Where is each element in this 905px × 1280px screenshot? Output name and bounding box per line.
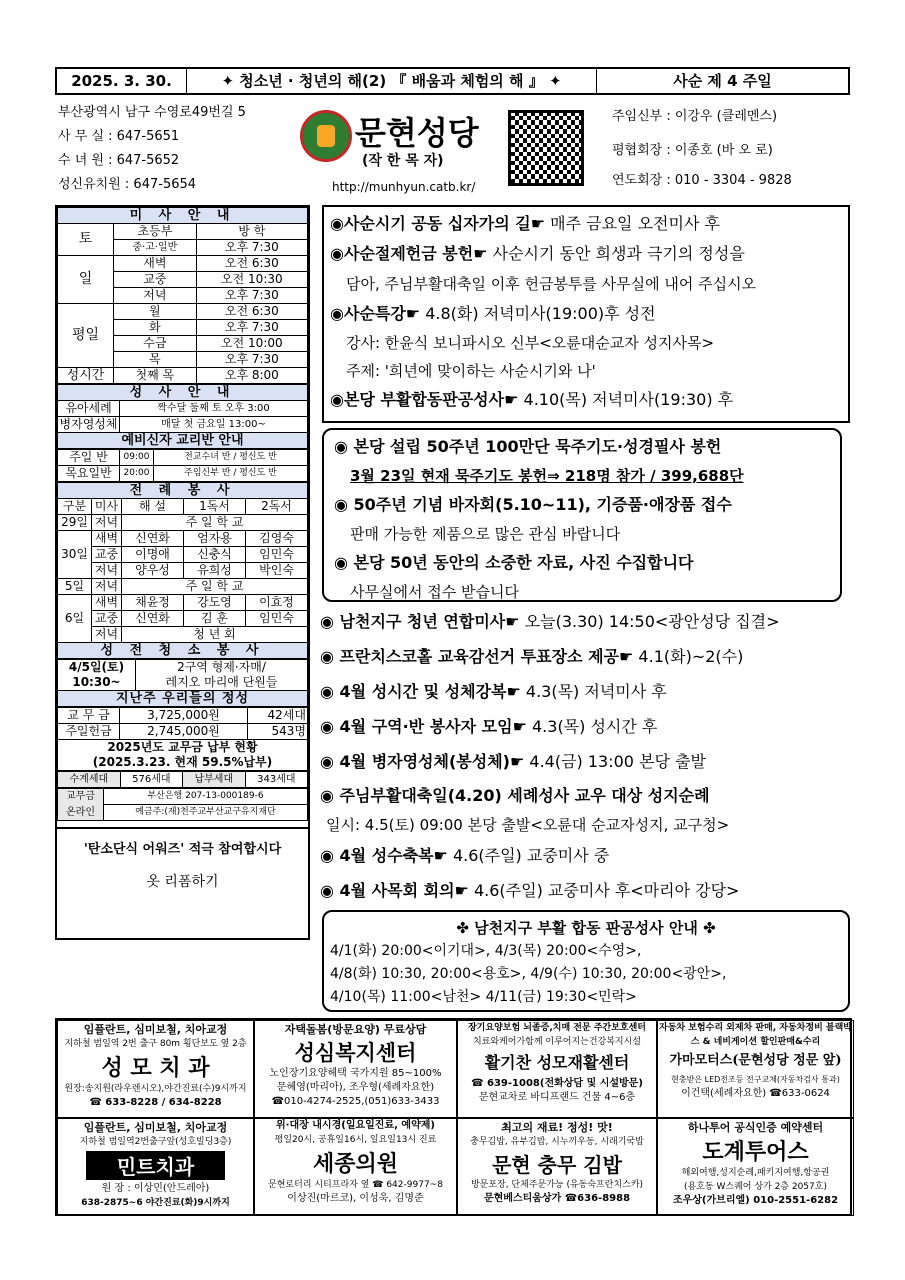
cell: 구분: [58, 499, 92, 515]
cell: (2025.3.23. 현재 59.5%납부): [58, 755, 308, 771]
cell: 신연화: [122, 611, 184, 627]
holy-hour-label: 성시간: [58, 368, 114, 384]
catechumen-table: [57, 449, 308, 482]
ad-line: 원장:송지원(라우렌시오),야간진료(수)9시까지: [64, 1084, 247, 1094]
notice-title: ◉ 4월 성시간 및 성체강복: [320, 682, 507, 701]
cell: 주 일 학 교: [122, 515, 308, 531]
cell: 양우성: [122, 563, 184, 579]
account-table: [57, 788, 308, 821]
cell: 오후 7:30: [196, 320, 307, 336]
cell: 중·고·일반: [114, 240, 197, 256]
notice-detail: ☛ 4.4(금) 13:00 본당 출발: [509, 752, 706, 771]
church-url[interactable]: http://munhyun.catb.kr/: [332, 180, 476, 194]
cell: 강도영: [184, 595, 246, 611]
cell: 전교수녀 반 / 평신도 반: [154, 450, 308, 466]
ad-line: 문현교차로 바디프랜드 건물 4~6층: [478, 1092, 636, 1103]
notice-title: ◉ 4월 성수축복: [320, 846, 434, 865]
notice-detail: 일시: 4.5(토) 09:00 본당 출발<오륜대 순교자성지, 교구청>: [326, 816, 730, 834]
cell: 온라인: [58, 805, 104, 821]
notice-title: ◉ 본당 50년 동안의 소중한 자료, 사진 수집합니다: [334, 553, 694, 572]
cell: 새벽: [92, 595, 122, 611]
ad-sungmo-rehab[interactable]: [457, 1020, 657, 1118]
cell: 초등부: [114, 224, 197, 240]
ad-line: 원 장 : 이상민(안드레아): [101, 1183, 210, 1194]
cell: 주임신부 반 / 평신도 반: [154, 466, 308, 482]
ad-phone: ☎ 633-8228 / 634-8228: [89, 1097, 222, 1108]
cell: 10:30~: [58, 675, 136, 691]
cell: 신연화: [122, 531, 184, 547]
office-phone: 사 무 실 : 647-5651: [58, 129, 180, 144]
ad-tagline: 임플란트, 심미보철, 치아교정: [83, 1023, 228, 1036]
top-bar: [55, 67, 850, 95]
confession-title: ✤ 남천지구 부활 합동 판공성사 안내 ✤: [456, 919, 716, 937]
cell: 저녁: [114, 288, 197, 304]
notice-detail: ☛ 4.6(주일) 교중미사 후<마리아 강당>: [454, 881, 740, 900]
cell: 09:00: [120, 450, 154, 466]
ad-tagline: 자동차 보험수리 외제차 판매, 자동차정비 블랙박스 & 네비게이션 할인판매&수리: [659, 1023, 852, 1047]
campaign-line1: '탄소단식 어워즈' 적극 참여합시다: [83, 842, 282, 857]
qr-code-icon[interactable]: [508, 110, 584, 186]
notice-item: [330, 299, 842, 329]
ads-grid: [55, 1018, 852, 1216]
cell: 목: [114, 352, 197, 368]
notice-title: ◉ 본당 설립 50주년 100만단 묵주기도·성경필사 봉헌: [334, 437, 722, 456]
cell: 레지오 마리애 단원들: [136, 675, 308, 691]
cell: 4/5일(토): [58, 660, 136, 676]
cell: 1독서: [184, 499, 246, 515]
ad-phone: 638-2875~6 야간진료(화)9시까지: [81, 1198, 230, 1208]
ad-phone: 문현로터리 시티프라자 옆 ☎ 642-9977~8: [268, 1180, 443, 1190]
notice-title: ◉ 주님부활대축일(4.20) 세례성사 교우 대상 성지순례: [320, 786, 710, 805]
cell: 오후 7:30: [196, 352, 307, 368]
notice-title: ◉ 4월 병자영성체(봉성체): [320, 752, 510, 771]
cell: 방 학: [196, 224, 307, 240]
cell: 엄자용: [184, 531, 246, 547]
cell: 부산은행 207-13-000189-6: [104, 789, 308, 805]
youth-president: 연도회장 : 010 - 3304 - 9828: [612, 173, 792, 188]
notice-title: ◉ 프란치스코홀 교육감선거 투표장소 제공: [320, 647, 619, 666]
cell: 화: [114, 320, 197, 336]
cell: 유아세례: [58, 401, 120, 417]
ad-line: 노인장기요양헤택 국가지원 85~100%: [269, 1068, 442, 1079]
household-table: [57, 771, 308, 788]
cell: 새벽: [92, 531, 122, 547]
liturgical-week: 사순 제 4 주일: [673, 72, 772, 90]
notice-item: [330, 239, 842, 269]
notice-title: ◉ 4월 구역·반 봉사자 모임: [320, 717, 513, 736]
cell: 42세대: [248, 708, 308, 724]
notice-item: [320, 838, 851, 873]
notice-title: ◉사순특강: [330, 304, 406, 323]
ad-name: 민트치과: [86, 1151, 225, 1180]
cell: 이효정: [246, 595, 308, 611]
notice-detail: 주제: '희년에 맞이하는 사순시기와 나': [346, 362, 596, 380]
cell: 교무금: [58, 789, 104, 805]
ad-name: 성심복지센터: [294, 1040, 417, 1065]
ad-chungmu-gimbap[interactable]: [457, 1118, 657, 1216]
cell: 병자영성체: [58, 417, 120, 433]
liturgy-table: [57, 482, 308, 659]
cell: 짝수달 둘째 토 오후 3:00: [120, 401, 308, 417]
notice-detail: ☛ 4.10(목) 저녁미사(19:30) 후: [504, 390, 734, 409]
cleaning-table: [57, 659, 308, 707]
weekday-label: 평일: [58, 304, 114, 368]
cell: 2025년도 교무금 납부 현황: [58, 740, 308, 756]
pastor: 주임신부 : 이강우 (클레멘스): [612, 109, 778, 124]
notice-box-anniversary: [322, 428, 842, 602]
rosary-count: 3월 23일 현재 묵주기도 봉헌⇒ 218명 참가 / 399,688단: [350, 467, 744, 485]
cell: 오전 6:30: [196, 304, 307, 320]
ad-line: 현충받은 LED전조등 전구교체(자동차검사 통과): [671, 1075, 840, 1084]
cell: 임민숙: [246, 611, 308, 627]
cell: 첫째 목: [114, 368, 197, 384]
cell: 주 일 학 교: [122, 579, 308, 595]
ad-tagline: 위·대장 내시경(일요일진료, 예약제): [276, 1120, 435, 1131]
cell: 교중: [114, 272, 197, 288]
cell: 저녁: [92, 515, 122, 531]
cell: 청 년 회: [122, 627, 308, 643]
notice-detail: ☛ 오늘(3.30) 14:50<광안성당 집결>: [505, 612, 780, 631]
kindergarten-phone: 성신유치원 : 647-5654: [58, 177, 197, 192]
cell: 유희성: [184, 563, 246, 579]
cell: 2독서: [246, 499, 308, 515]
ad-sungsim-welfare[interactable]: [254, 1020, 457, 1118]
ad-tagline: 최고의 재료! 정성! 맛!: [501, 1121, 613, 1134]
notice-title: ◉ 남천지구 청년 연합미사: [320, 612, 506, 631]
church-logo-icon: [300, 110, 352, 162]
cell: 저녁: [92, 627, 122, 643]
cell: 수금: [114, 336, 197, 352]
cleaning-title: 성 전 청 소 봉 사: [58, 643, 308, 659]
church-subtitle: (작 한 목 자): [362, 153, 444, 169]
year-theme: ✦ 청소년 · 청년의 해(2) 『 배움과 체험의 해 』 ✦: [187, 69, 597, 93]
confession-line: 4/8(화) 10:30, 20:00<용호>, 4/9(수) 10:30, 20:00<광안>,: [330, 966, 727, 982]
cell: 543명: [248, 724, 308, 740]
notice-list: [318, 604, 853, 906]
notice-detail: 판매 가능한 제품으로 많은 관심 바랍니다: [350, 525, 621, 543]
cell: 2,745,000원: [120, 724, 248, 740]
ad-phone: 조우상(가브리엘) 010-2551-6282: [672, 1195, 839, 1206]
ad-sungmo-dental[interactable]: [57, 1020, 254, 1118]
finance-table: [57, 707, 308, 771]
cell: 납부세대: [182, 772, 245, 788]
cell: 30일: [58, 531, 92, 579]
notice-item: [320, 674, 851, 709]
cell: 343세대: [245, 772, 307, 788]
notice-detail: ☛ 사순시기 동안 희생과 극기의 정성을: [473, 244, 745, 263]
cell: 박인숙: [246, 563, 308, 579]
notice-box-lent: [322, 205, 850, 423]
ad-name: 성 모 치 과: [101, 1055, 210, 1081]
campaign-line2: 옷 리폼하기: [146, 874, 219, 890]
cell: 임민숙: [246, 547, 308, 563]
ad-name: 문현 충무 김밥: [492, 1153, 622, 1177]
sun-label: 일: [58, 256, 114, 304]
notice-detail: ☛ 4.3(목) 성시간 후: [512, 717, 658, 736]
notice-item: [320, 779, 851, 812]
cell: 3,725,000원: [120, 708, 248, 724]
cell: 미사: [92, 499, 122, 515]
cell: 교중: [92, 611, 122, 627]
ad-sub: 지하철 범일역 2번 출구 80m 횡단보도 옆 2층: [64, 1039, 247, 1049]
notice-detail: ☛ 4.6(주일) 교중미사 중: [433, 846, 610, 865]
cell: 주일 반: [58, 450, 120, 466]
cell: 저녁: [92, 563, 122, 579]
cell: 김영숙: [246, 531, 308, 547]
sacrament-title: 성 사 안 내: [58, 385, 308, 401]
finance-title: 지난주 우리들의 정성: [58, 691, 308, 707]
address: 부산광역시 남구 수영로49번길 5: [58, 105, 246, 120]
cell: 20:00: [120, 466, 154, 482]
cell: 2구역 형제·자매/: [136, 660, 308, 676]
ad-tagline: 하나투어 공식인증 예약센터: [687, 1121, 824, 1134]
ad-phone: ☎ 639-1008(전화상담 및 시설방문): [471, 1078, 643, 1089]
cell: 저녁: [92, 579, 122, 595]
cell: 채윤정: [122, 595, 184, 611]
ad-sejong-clinic[interactable]: [254, 1118, 457, 1216]
notice-detail: ☛ 매주 금요일 오전미사 후: [530, 214, 720, 233]
ad-line: 문혜영(마리아), 조우형(세례자요한): [276, 1082, 435, 1093]
ad-line: 해외여행,성지순례,패키지여행,항공권: [681, 1168, 830, 1178]
ad-phone: ☎010-4274-2525,(051)633-3433: [271, 1096, 440, 1107]
notice-item: [320, 639, 851, 674]
cell: 5일: [58, 579, 92, 595]
cell: 오전 10:00: [196, 336, 307, 352]
cell: 29일: [58, 515, 92, 531]
ad-tagline: 장기요양보험 뇌졸증,치매 전문 주간보호센터: [467, 1023, 646, 1033]
liturgy-title: 전 례 봉 사: [58, 483, 308, 499]
cell: 김 훈: [184, 611, 246, 627]
cell: 교중: [92, 547, 122, 563]
mass-table: [57, 207, 308, 384]
convent-phone: 수 녀 원 : 647-5652: [58, 153, 180, 168]
ad-sub: 충무김밥, 유부김밥, 시누끼우동, 시래기국밥: [470, 1137, 644, 1147]
ad-name: 세종의원: [312, 1151, 398, 1177]
ad-gama-motors[interactable]: [657, 1020, 854, 1118]
cell: 월: [114, 304, 197, 320]
campaign-box: [57, 827, 308, 897]
cell: 매달 첫 금요일 13:00~: [120, 417, 308, 433]
ad-phone: 문현베스티움상가 ☎636-8988: [483, 1193, 631, 1204]
ad-dogye-tours[interactable]: [657, 1118, 854, 1216]
notice-detail: 사무실에서 접수 받습니다: [350, 583, 519, 601]
cell: 주일헌금: [58, 724, 120, 740]
notice-title: ◉사순시기 공동 십자가의 길: [330, 214, 531, 233]
cell: 이명애: [122, 547, 184, 563]
sat-label: 토: [58, 224, 114, 256]
cell: 오전 6:30: [196, 256, 307, 272]
notice-title: ◉ 50주년 기념 바자회(5.10~11), 기증품·애장품 접수: [334, 495, 732, 514]
ad-line: (용호동 W스퀘어 상가 2층 2057호): [684, 1182, 827, 1192]
notice-detail: ☛ 4.1(화)~2(수): [619, 647, 744, 666]
notice-title: ◉본당 부활합동판공성사: [330, 390, 505, 409]
cell: 새벽: [114, 256, 197, 272]
ad-sub: 지하철 범일역2번출구앞(성호빌딩3층): [79, 1137, 232, 1147]
sacrament-table: [57, 384, 308, 449]
bulletin-date: 2025. 3. 30.: [57, 69, 187, 93]
ad-line: 방문포장, 단체주문가능 (유동숙프란치스카): [470, 1180, 644, 1190]
cell: 오후 7:30: [196, 240, 307, 256]
notice-item: [320, 873, 851, 908]
cell: 오후 8:00: [196, 368, 307, 384]
notice-detail: 담아, 주님부활대축일 이후 헌금봉투를 사무실에 내어 주십시오: [346, 275, 757, 293]
ad-tagline: 자택돌봄(방문요양) 무료상담: [284, 1023, 427, 1036]
confession-box: [322, 910, 850, 1012]
cell: 예금주:(재)천주교부산교구유지재단: [104, 805, 308, 821]
catechumen-title: 예비신자 교리반 안내: [58, 433, 308, 449]
ad-name: 활기찬 성모재활센터: [484, 1053, 630, 1072]
notice-title: ◉ 4월 사목회 회의: [320, 881, 455, 900]
cell: 신충식: [184, 547, 246, 563]
ad-mint-dental[interactable]: [57, 1118, 254, 1216]
church-name: 문현성당: [355, 114, 479, 152]
ad-phone: 이건택(세례자요한) ☎633-0624: [681, 1088, 830, 1099]
ad-name: 도계투어스: [702, 1139, 809, 1165]
cell: 오후 7:30: [196, 288, 307, 304]
notice-item: [330, 209, 842, 239]
ad-tagline: 임플란트, 심미보철, 치아교정: [83, 1121, 228, 1134]
confession-line: 4/1(화) 20:00<이기대>, 4/3(목) 20:00<수영>,: [330, 943, 642, 959]
confession-line: 4/10(목) 11:00<남천> 4/11(금) 19:30<민락>: [330, 989, 637, 1005]
notice-detail: ☛ 4.3(목) 저녁미사 후: [506, 682, 667, 701]
notice-item: [320, 744, 851, 779]
cell: 576세대: [120, 772, 182, 788]
ad-line: 이상진(마르코), 이성욱, 김명준: [287, 1193, 424, 1204]
ad-name: 가마모터스(문현성당 정문 앞): [669, 1053, 842, 1068]
cell: 수계세대: [58, 772, 121, 788]
cell: 오전 10:30: [196, 272, 307, 288]
council-president: 평협회장 : 이종호 (바 오 로): [612, 143, 773, 158]
cell: 목요일반: [58, 466, 120, 482]
cell: 6일: [58, 595, 92, 643]
notice-detail: 강사: 한윤식 보니파시오 신부<오륜대순교자 성지사목>: [346, 334, 715, 352]
notice-item: [330, 385, 842, 415]
notice-title: ◉사순절제헌금 봉헌: [330, 244, 474, 263]
mass-title: 미 사 안 내: [58, 208, 308, 224]
cell: 해 설: [122, 499, 184, 515]
notice-item: [320, 604, 851, 639]
notice-detail: ☛ 4.8(화) 저녁미사(19:00)후 성전: [405, 304, 656, 323]
cell: 교 무 금: [58, 708, 120, 724]
notice-item: [320, 709, 851, 744]
ad-sub: 치료와케어가함께 이루어지는건강복지시설: [472, 1037, 642, 1047]
left-column: [55, 205, 310, 940]
ad-sub: 평일20시, 공휴일16시, 일요일13시 진료: [274, 1135, 437, 1145]
